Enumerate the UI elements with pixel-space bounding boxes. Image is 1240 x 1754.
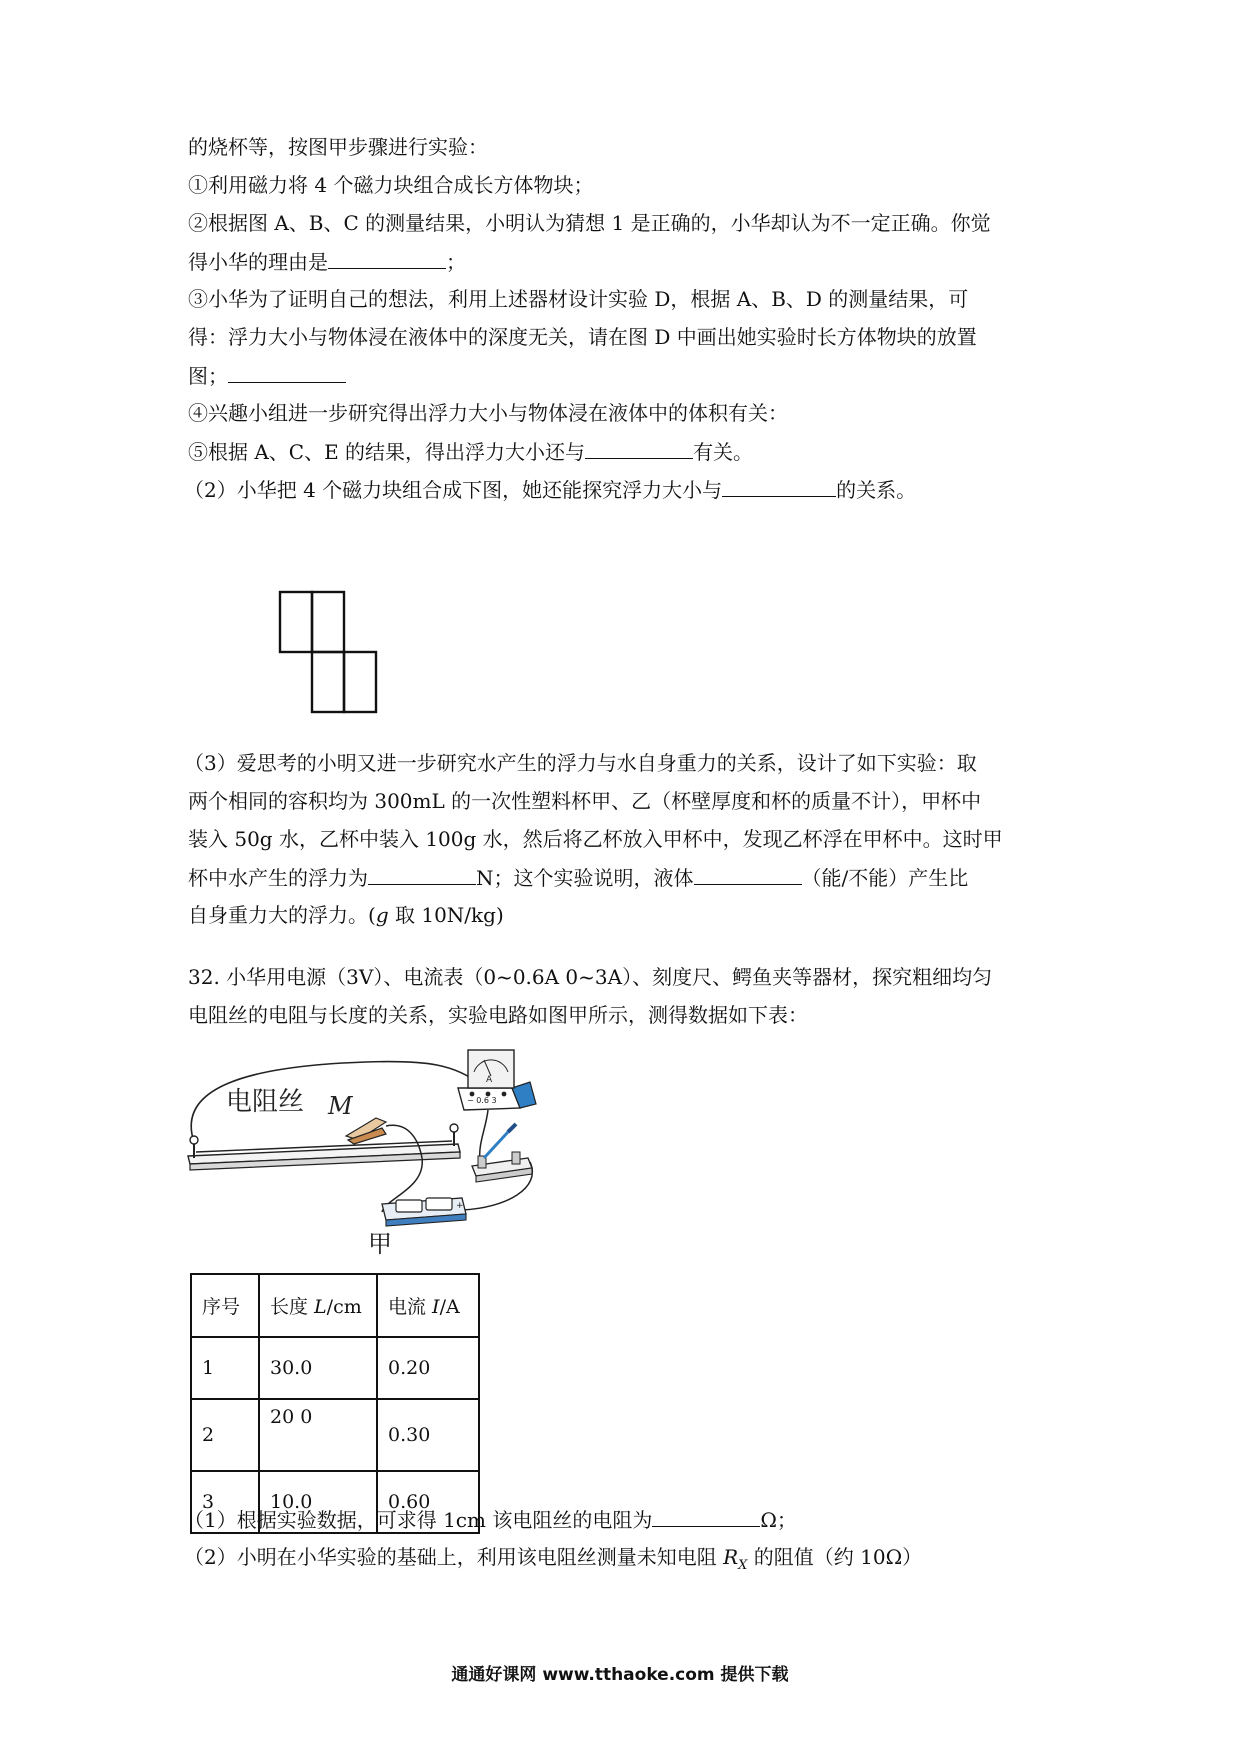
cell-length: 20 0 [259, 1399, 377, 1471]
q32-sub1 [184, 1504, 797, 1535]
q31-line1: 的烧杯等，按图甲步骤进行实验： [188, 135, 488, 159]
table-row [191, 1399, 479, 1471]
cell-no: 3 [191, 1471, 259, 1533]
figure-caption: 甲 [368, 1230, 392, 1258]
answer-blank-drawing[interactable] [228, 360, 346, 383]
q31-part3-e-end: 取 10N/kg) [388, 903, 504, 927]
block-bottom-left [312, 652, 344, 712]
ammeter-terminals: − 0.6 3 [467, 1096, 497, 1105]
answer-blank-resistance[interactable] [652, 1504, 760, 1527]
q31-part3-b: 两个相同的容积均为 300mL 的一次性塑料杯甲、乙（杯壁厚度和杯的质量不计），甲杯中 [188, 789, 982, 813]
q32-line1: 32. 小华用电源（3V）、电流表（0~0.6A 0~3A）、刻度尺、鳄鱼夹等器材，探究粗细均匀 [188, 965, 993, 989]
rx-symbol-r: R [723, 1545, 739, 1569]
footer-source: 通通好课网 www.tthaoke.com 提供下载 [451, 1665, 789, 1685]
ammeter-letter: A [486, 1075, 493, 1085]
q31-part2-end: 的关系。 [836, 478, 917, 502]
q32-sub1-text: （1）根据实验数据，可求得 1cm 该电阻丝的电阻为 [184, 1508, 653, 1532]
circuit-figure [186, 1048, 606, 1228]
answer-blank-factor[interactable] [585, 436, 693, 459]
q32-sub2 [184, 1542, 922, 1581]
g-symbol: g [375, 903, 389, 927]
table-row [191, 1337, 479, 1399]
q31-step3-c-text: 图； [188, 364, 228, 388]
q31-part3-d-end: （能/不能）产生比 [801, 866, 969, 890]
q31-step4: ④兴趣小组进一步研究得出浮力大小与物体浸在液体中的体积有关： [188, 401, 788, 425]
ammeter [458, 1050, 536, 1110]
wire-ammeter-switch [480, 1110, 488, 1160]
header-length-unit: /cm [326, 1296, 362, 1318]
q31-step5-text: ⑤根据 A、C、E 的结果，得出浮力大小还与 [188, 440, 586, 464]
q31-step3-c [188, 360, 346, 391]
knife-switch [472, 1124, 532, 1182]
q31-part3-e [188, 900, 504, 930]
block-bottom-right [344, 652, 376, 712]
q31-step5 [188, 436, 753, 467]
q31-part3-d-mid: N；这个实验说明，液体 [476, 866, 694, 890]
cell-current: 0.20 [377, 1337, 479, 1399]
battery-holder [382, 1198, 466, 1226]
q31-part3-a: （3）爱思考的小明又进一步研究水产生的浮力与水自身重力的关系，设计了如下实验：取 [184, 751, 977, 775]
q31-step2-b-end: ； [446, 250, 466, 274]
q31-step2-b-text: 得小华的理由是 [188, 250, 328, 274]
answer-blank-buoyancy[interactable] [368, 862, 476, 885]
q31-step5-end: 有关。 [693, 440, 754, 464]
q31-step3-b: 得：浮力大小与物体浸在液体中的深度无关，请在图 D 中画出她实验时长方体物块的放置 [188, 325, 977, 349]
header-current-text: 电流 [388, 1296, 433, 1318]
data-table [190, 1273, 480, 1534]
q31-part3-d-text: 杯中水产生的浮力为 [188, 866, 368, 890]
cell-current: 0.60 [377, 1471, 479, 1533]
header-no: 序号 [191, 1274, 259, 1337]
q31-step1: ①利用磁力将 4 个磁力块组合成长方体物块； [188, 173, 594, 197]
q31-step2-b [188, 246, 466, 277]
header-current-unit: /A [439, 1296, 460, 1318]
header-current-symbol: I [432, 1296, 440, 1318]
table-header-row [191, 1274, 479, 1337]
header-length [259, 1274, 377, 1337]
q31-part3-c: 装入 50g 水，乙杯中装入 100g 水，然后将乙杯放入甲杯中，发现乙杯浮在甲杯中。这时甲 [188, 827, 1003, 851]
header-length-text: 长度 [270, 1296, 315, 1318]
header-length-symbol: L [314, 1296, 327, 1318]
magnetic-blocks-figure [278, 590, 380, 716]
q32-sub2-text: （2）小明在小华实验的基础上，利用该电阻丝测量未知电阻 [184, 1545, 724, 1569]
q31-part3-e-text: 自身重力大的浮力。( [188, 903, 376, 927]
q32-sub2-end: 的阻值（约 10Ω） [747, 1545, 923, 1569]
q31-step3-a: ③小华为了证明自己的想法，利用上述器材设计实验 D，根据 A、B、D 的测量结果，可 [188, 287, 969, 311]
wire-label: 电阻丝 [226, 1087, 305, 1117]
q32-line2: 电阻丝的电阻与长度的关系，实验电路如图甲所示，测得数据如下表： [188, 1003, 808, 1027]
block-top-left [280, 592, 312, 652]
header-current [377, 1274, 479, 1337]
block-top-right [312, 592, 344, 652]
q31-part3-d [188, 862, 968, 893]
answer-blank-can[interactable] [694, 862, 802, 885]
cell-current: 0.30 [377, 1399, 479, 1471]
battery-plus: + [456, 1201, 464, 1211]
cell-no: 1 [191, 1337, 259, 1399]
cell-length: 10.0 [259, 1471, 377, 1533]
cell-no: 2 [191, 1399, 259, 1471]
clip-label: M [328, 1092, 353, 1120]
answer-blank-relation[interactable] [722, 474, 836, 497]
q31-part2-text: （2）小华把 4 个磁力块组合成下图，她还能探究浮力大小与 [184, 478, 723, 502]
cell-length: 30.0 [259, 1337, 377, 1399]
q32-sub1-end: Ω； [760, 1508, 797, 1532]
q31-step2-a: ②根据图 A、B、C 的测量结果，小明认为猜想 1 是正确的，小华却认为不一定正确。你觉 [188, 211, 991, 235]
rx-symbol-x: X [738, 1558, 748, 1573]
answer-blank-reason[interactable] [328, 246, 446, 269]
q31-part2 [184, 474, 916, 505]
